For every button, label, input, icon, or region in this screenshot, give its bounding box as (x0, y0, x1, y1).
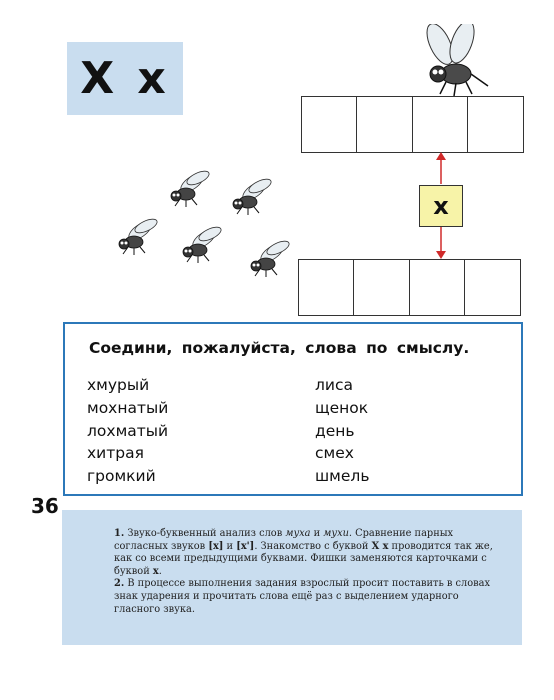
task-title: Соедини, пожалуйста, слова по смыслу. (89, 339, 470, 357)
scheme-cell (356, 96, 413, 153)
word-right[interactable]: шмель (315, 467, 370, 486)
letter-card (67, 42, 183, 115)
note-paragraph-1: 1. Звуко-буквенный анализ слов муха и мухи. Сравнение парных согласных звуков [х] и [х']. Знакомство с буквой Х х проводится так же, как со всеми предыдущими буквами. Фишки заменяются карточками с буквой х. (114, 528, 493, 577)
flies-illustration (108, 168, 293, 283)
word-scheme-bottom (299, 259, 521, 316)
letter-x-card[interactable]: х (419, 185, 463, 227)
letter-heading: Х х (80, 53, 170, 104)
arrow-down-icon (434, 227, 448, 259)
fly-illustration (416, 24, 494, 98)
word-right[interactable]: смех (315, 444, 354, 463)
adjective-column (87, 374, 168, 488)
scheme-cell (298, 259, 355, 316)
scheme-cell (412, 96, 469, 153)
teacher-note-panel (62, 510, 522, 645)
word-right[interactable]: лиса (315, 376, 354, 394)
scheme-cell (353, 259, 410, 316)
word-left[interactable]: громкий (87, 467, 156, 486)
arrow-up-icon (434, 152, 448, 184)
word-left[interactable]: хмурый (87, 376, 150, 394)
word-right[interactable]: день (315, 421, 355, 440)
scheme-cell (409, 259, 466, 316)
note-paragraph-2: 2. В процессе выполнения задания взрослый просит поставить в словах знак ударения и прочитать слова ещё раз с выделением ударного гласного звука. (114, 578, 491, 615)
noun-column (315, 374, 369, 488)
word-left[interactable]: мохнатый (87, 398, 169, 417)
scheme-cell (464, 259, 521, 316)
word-right[interactable]: щенок (315, 398, 369, 417)
word-left[interactable]: лохматый (87, 421, 169, 440)
word-scheme-top (302, 96, 524, 153)
matching-task (63, 322, 523, 496)
scheme-cell (467, 96, 524, 153)
page-number: 36 (31, 494, 59, 518)
word-left[interactable]: хитрая (87, 444, 144, 463)
teacher-note (114, 528, 494, 616)
scheme-cell (301, 96, 358, 153)
